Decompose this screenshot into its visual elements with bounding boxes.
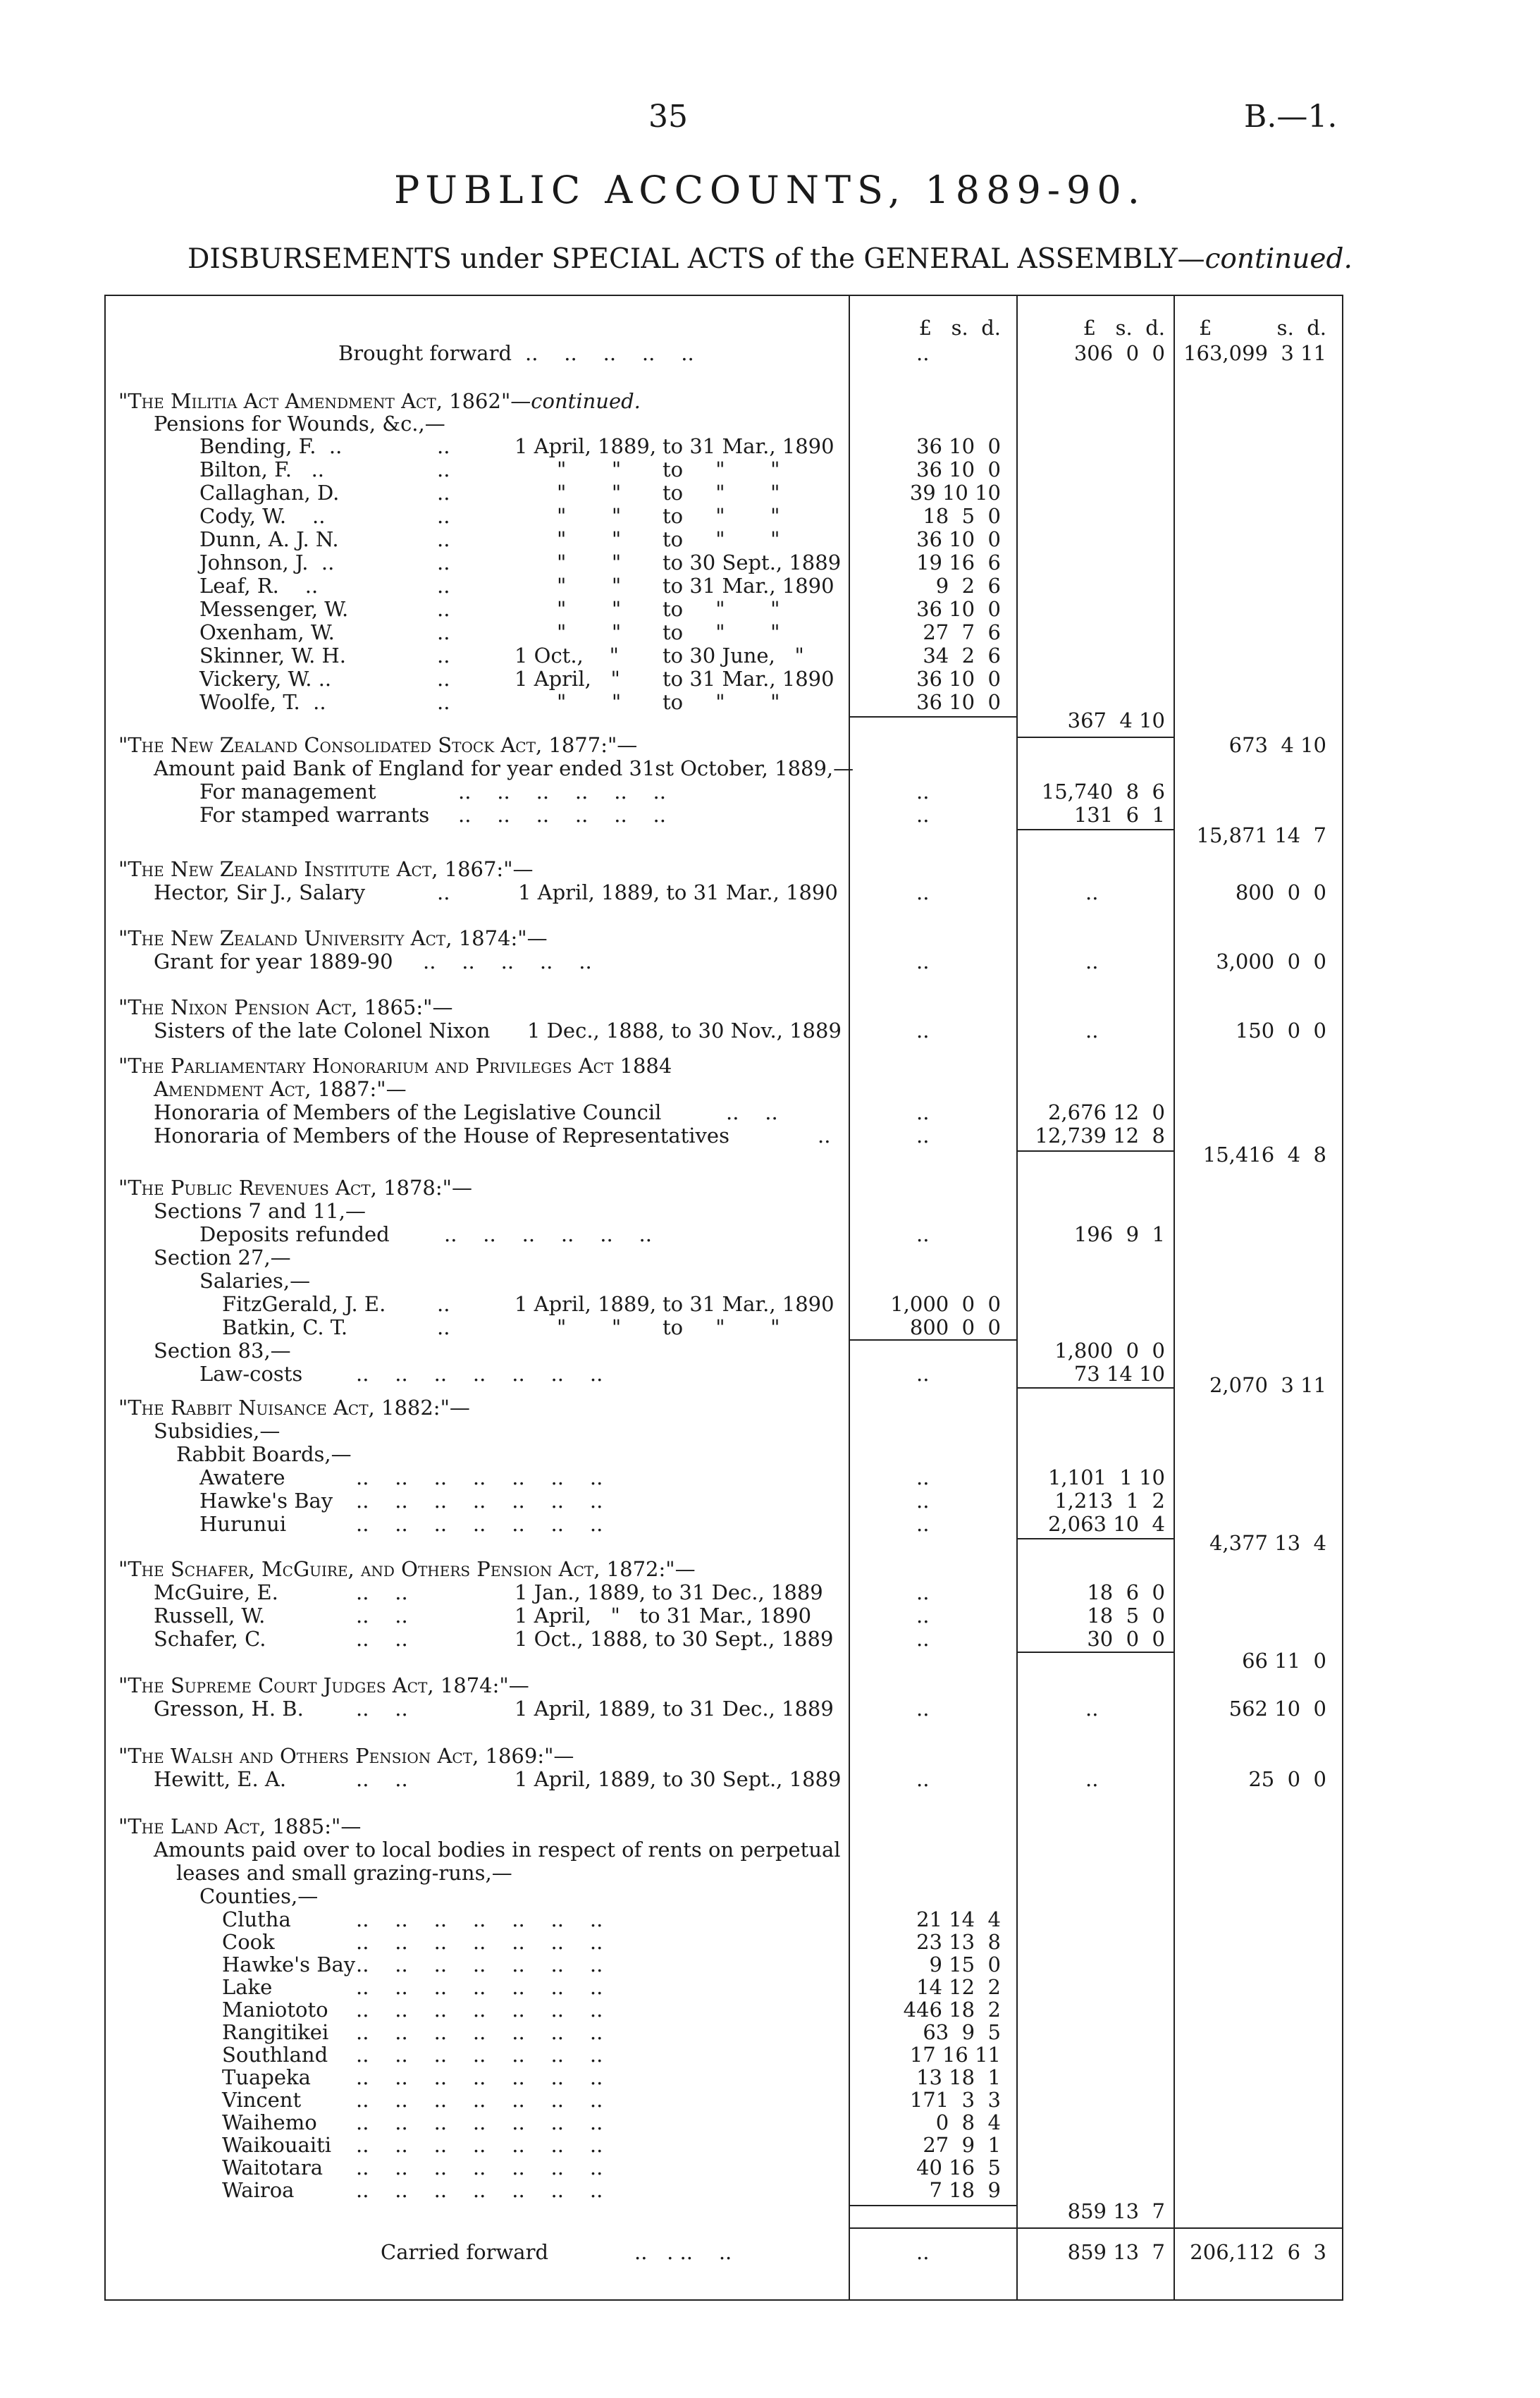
public-revenues-lawcosts-label: Law-costs [199,1362,303,1386]
militia-from-0: 1 April, 1889, [515,434,657,458]
nixon-c2: .. [1085,1019,1099,1043]
militia-amount-2: 39 10 10 [909,481,1001,505]
dot-leader: .. .. .. .. .. .. .. [356,1998,603,2022]
dot-leader: .. [437,1315,450,1339]
dot-leader: .. .. .. .. .. .. .. [356,2156,603,2179]
dot-leader: .. [818,1124,831,1148]
militia-amount-5: 19 16 6 [916,551,1001,574]
county-label-9: Waihemo [222,2110,317,2134]
militia-from-10: 1 April, " [515,667,620,691]
carried-forward-c1: .. [916,2240,930,2264]
county-label-1: Cook [222,1930,275,1954]
militia-name-3: Cody, W. .. [199,504,326,528]
dot-leader: .. .. .. .. .. .. .. [356,1362,603,1386]
militia-from-8: " " [557,620,622,644]
public-revenues-lawcosts-c1: .. [916,1362,930,1386]
county-label-2: Hawke's Bay [222,1953,356,1976]
dot-leader: .. .. .. .. .. .. .. [356,1907,603,1931]
column-divider-3 [1174,295,1175,2301]
schafer-heading: "The Schafer, McGuire, and Others Pension Act, 1872:"— [118,1557,696,1581]
militia-amount-7: 36 10 0 [916,597,1001,621]
walsh-name: Hewitt, E. A. [154,1767,287,1791]
county-amount-4: 446 18 2 [903,1998,1001,2022]
nixon-c3: 150 0 0 [1235,1019,1326,1043]
brought-forward-label: Brought forward [338,341,512,365]
rabbit-c1-1: .. [916,1489,930,1513]
nz-consolidated-total-c3: 15,871 14 7 [1196,823,1326,847]
militia-sum-rule [849,716,1016,718]
parliamentary-sum-rule [1016,1150,1174,1152]
public-revenues-lawcosts-c2: 73 14 10 [1073,1362,1165,1386]
walsh-c2: .. [1085,1767,1099,1791]
militia-amount-6: 9 2 6 [935,574,1001,598]
walsh-heading: "The Walsh and Others Pension Act, 1869:"— [118,1744,574,1768]
public-revenues-salaries-rule [849,1339,1016,1341]
public-revenues-deposits-c1: .. [916,1222,930,1246]
schafer-c2-2: 30 0 0 [1087,1627,1165,1651]
nz-institute-c2: .. [1085,880,1099,904]
militia-name-8: Oxenham, W. [199,620,335,644]
nz-institute-c3: 800 0 0 [1235,880,1326,904]
militia-name-7: Messenger, W. [199,597,349,621]
county-label-8: Vincent [222,2088,302,2112]
dot-leader: .. .. .. .. .. .. .. [356,2178,603,2202]
county-amount-1: 23 13 8 [916,1930,1001,1954]
supreme-court-c3: 562 10 0 [1228,1697,1326,1721]
militia-from-2: " " [557,481,622,505]
militia-to-4: to " " [663,527,780,551]
schafer-c1-2: .. [916,1627,930,1651]
nz-consolidated-warrants-c2: 131 6 1 [1073,803,1165,827]
nz-consolidated-heading: "The New Zealand Consolidated Stock Act, 1877:"— [118,733,638,757]
land-act-sub-2: leases and small grazing-runs,— [176,1861,512,1885]
schafer-c2-0: 18 6 0 [1087,1580,1165,1604]
rabbit-total-c3: 4,377 13 4 [1209,1531,1326,1555]
public-revenues-to-1: to " " [663,1315,780,1339]
nz-consolidated-subheading: Amount paid Bank of England for year ended 31st October, 1889,— [154,756,854,780]
militia-to-11: to " " [663,690,780,714]
schafer-period-0: 1 Jan., 1889, to 31 Dec., 1889 [515,1580,823,1604]
dot-leader: .. .. .. .. .. .. .. [356,1512,603,1536]
militia-to-0: to 31 Mar., 1890 [663,434,834,458]
militia-name-9: Skinner, W. H. [199,644,347,668]
schafer-c1-1: .. [916,1604,930,1628]
county-label-11: Waitotara [222,2156,324,2179]
dot-leader: .. .. [356,1767,408,1791]
county-amount-8: 171 3 3 [909,2088,1001,2112]
militia-to-6: to 31 Mar., 1890 [663,574,834,598]
schafer-period-2: 1 Oct., 1888, to 30 Sept., 1889 [515,1627,834,1651]
dot-leader: .. .. .. .. .. .. .. [356,1953,603,1976]
schafer-period-1: 1 April, " to 31 Mar., 1890 [515,1604,812,1628]
militia-name-5: Johnson, J. .. [199,551,335,574]
public-revenues-name-1: Batkin, C. T. [222,1315,348,1339]
walsh-c3: 25 0 0 [1248,1767,1326,1791]
schafer-total-c3: 66 11 0 [1242,1649,1326,1673]
schafer-name-1: Russell, W. [154,1604,266,1628]
militia-to-10: to 31 Mar., 1890 [663,667,834,691]
col3-currency-header: £ s. d. [1199,316,1326,340]
dot-leader: .. [437,690,450,714]
nixon-period: 1 Dec., 1888, to 30 Nov., 1889 [527,1019,842,1043]
militia-from-5: " " [557,551,622,574]
table-top-rule [104,295,1343,296]
dot-leader: .. .. .. .. .. .. .. [356,1930,603,1954]
dot-leader: .. .. [726,1100,778,1124]
county-amount-12: 7 18 9 [929,2178,1001,2202]
schafer-c2-1: 18 5 0 [1087,1604,1165,1628]
county-label-12: Wairoa [222,2178,295,2202]
rabbit-heading: "The Rabbit Nuisance Act, 1882:"— [118,1396,470,1420]
public-revenues-amount-0: 1,000 0 0 [890,1292,1001,1316]
militia-from-7: " " [557,597,622,621]
militia-total-rule [1016,737,1174,738]
dot-leader: .. .. .. .. .. .. .. [356,2020,603,2044]
dot-leader: .. .. .. .. .. .. .. [356,1465,603,1489]
militia-total-c3: 673 4 10 [1228,733,1326,757]
public-revenues-deposits-label: Deposits refunded [199,1222,390,1246]
dot-leader: .. .. [356,1604,408,1628]
militia-name-4: Dunn, A. J. N. [199,527,339,551]
public-revenues-to-0: to 31 Mar., 1890 [663,1292,834,1316]
dot-leader: .. .. .. .. .. .. .. [356,1975,603,1999]
nz-university-c2: .. [1085,949,1099,973]
supreme-court-name: Gresson, H. B. [154,1697,304,1721]
parliamentary-council-c1: .. [916,1100,930,1124]
dot-leader: .. .. .. .. .. .. .. [356,1489,603,1513]
dot-leader: .. [437,880,450,904]
dot-leader: .. .. .. .. .. .. .. [356,2110,603,2134]
table-bottom-rule [104,2299,1343,2301]
militia-name-10: Vickery, W. .. [199,667,332,691]
militia-amount-9: 34 2 6 [923,644,1001,668]
county-amount-9: 0 8 4 [935,2110,1001,2134]
militia-heading-continued: continued. [531,389,641,413]
dot-leader: .. .. .. .. .. .. [444,1222,652,1246]
parliamentary-heading: "The Parliamentary Honorarium and Privileges Act 1884 [118,1054,672,1078]
schafer-name-0: McGuire, E. [154,1580,278,1604]
document-code: B.—1. [1244,99,1338,135]
militia-to-9: to 30 June, " [663,644,804,668]
militia-from-1: " " [557,457,622,481]
nz-institute-period: 1 April, 1889, to 31 Mar., 1890 [518,880,838,904]
dot-leader: .. .. [356,1627,408,1651]
militia-subheading: Pensions for Wounds, &c.,— [154,412,445,436]
column-divider-2 [1016,295,1018,2301]
county-label-5: Rangitikei [222,2020,329,2044]
land-act-counties: Counties,— [199,1884,319,1908]
dot-leader: .. [437,527,450,551]
page-title: PUBLIC ACCOUNTS, 1889-90. [394,168,1146,212]
militia-from-11: " " [557,690,622,714]
land-act-total-c2: 859 13 7 [1067,2199,1165,2223]
county-label-0: Clutha [222,1907,291,1931]
parliamentary-house-c2: 12,739 12 8 [1035,1124,1165,1148]
public-revenues-deposits-c2: 196 9 1 [1073,1222,1165,1246]
nz-consolidated-management-label: For management [199,780,376,804]
rabbit-c2-0: 1,101 1 10 [1047,1465,1165,1489]
dot-leader: .. . .. .. [634,2240,732,2264]
dot-leader: .. .. .. .. .. [525,341,694,365]
walsh-c1: .. [916,1767,930,1791]
dot-leader: .. .. .. .. .. .. .. [356,2043,603,2067]
public-revenues-total-c3: 2,070 3 11 [1209,1373,1326,1397]
county-label-7: Tuapeka [222,2065,311,2089]
nixon-c1: .. [916,1019,930,1043]
dot-leader: .. .. .. .. .. .. [458,780,666,804]
militia-name-2: Callaghan, D. [199,481,340,505]
rabbit-label-2: Hurunui [199,1512,287,1536]
dot-leader: .. .. .. .. .. .. [458,803,666,827]
land-act-sum-rule [849,2205,1016,2206]
page-subtitle [0,243,1540,275]
dot-leader: .. .. [356,1697,408,1721]
public-revenues-salaries: Salaries,— [199,1269,311,1293]
carried-forward-label: Carried forward [381,2240,549,2264]
carried-forward-rule [849,2227,1342,2229]
militia-to-7: to " " [663,597,780,621]
nz-consolidated-warrants-c1: .. [916,803,930,827]
public-revenues-from-1: " " [557,1315,622,1339]
col2-currency-header: £ s. d. [1083,316,1165,340]
dot-leader: .. [437,457,450,481]
public-revenues-amount-1: 800 0 0 [909,1315,1001,1339]
walsh-period: 1 April, 1889, to 30 Sept., 1889 [515,1767,842,1791]
land-act-heading: "The Land Act, 1885:"— [118,1814,362,1838]
parliamentary-heading-2: Amendment Act, 1887:"— [154,1077,407,1101]
militia-name-11: Woolfe, T. .. [199,690,326,714]
militia-amount-4: 36 10 0 [916,527,1001,551]
dot-leader: .. .. .. .. .. .. .. [356,2065,603,2089]
parliamentary-council-label: Honoraria of Members of the Legislative Council [154,1100,662,1124]
nixon-heading: "The Nixon Pension Act, 1865:"— [118,995,453,1019]
schafer-sum-rule [1016,1652,1174,1653]
public-revenues-sum-rule [1016,1387,1174,1389]
county-label-3: Lake [222,1975,273,1999]
public-revenues-salaries-total-c2: 1,800 0 0 [1054,1339,1165,1363]
public-revenues-section-83: Section 83,— [154,1339,291,1363]
dot-leader: .. [437,597,450,621]
rabbit-label-0: Awatere [199,1465,285,1489]
rabbit-c2-2: 2,063 10 4 [1047,1512,1165,1536]
dot-leader: .. .. .. .. .. [423,949,592,973]
public-revenues-from-0: 1 April, 1889, [515,1292,657,1316]
dot-leader: .. .. .. .. .. .. .. [356,2133,603,2157]
county-label-6: Southland [222,2043,328,2067]
nixon-label: Sisters of the late Colonel Nixon [154,1019,491,1043]
supreme-court-c1: .. [916,1697,930,1721]
militia-amount-11: 36 10 0 [916,690,1001,714]
nz-university-label: Grant for year 1889-90 [154,949,393,973]
dot-leader: .. [437,551,450,574]
rabbit-sum-rule [1016,1538,1174,1539]
dot-leader: .. .. .. .. .. .. .. [356,2088,603,2112]
brought-forward-c2: 306 0 0 [1073,341,1165,365]
nz-institute-c1: .. [916,880,930,904]
nz-consolidated-management-c1: .. [916,780,930,804]
col1-currency-header: £ s. d. [918,316,1001,340]
public-revenues-sections-7-11: Sections 7 and 11,— [154,1199,366,1223]
brought-forward-c3: 163,099 3 11 [1183,341,1326,365]
militia-heading-text: "The Militia Act Amendment Act, 1862"— [118,389,531,413]
militia-to-5: to 30 Sept., 1889 [663,551,842,574]
militia-to-2: to " " [663,481,780,505]
supreme-court-heading: "The Supreme Court Judges Act, 1874:"— [118,1673,529,1697]
dot-leader: .. [437,504,450,528]
subtitle-text: DISBURSEMENTS under SPECIAL ACTS of the GENERAL ASSEMBLY— [187,243,1205,275]
county-label-10: Waikouaiti [222,2133,332,2157]
dot-leader: .. .. [356,1580,408,1604]
dot-leader: .. [437,1292,450,1316]
militia-amount-10: 36 10 0 [916,667,1001,691]
nz-consolidated-warrants-label: For stamped warrants [199,803,430,827]
militia-name-1: Bilton, F. .. [199,457,325,481]
county-amount-5: 63 9 5 [923,2020,1001,2044]
page-number: 35 [648,99,688,135]
schafer-c1-0: .. [916,1580,930,1604]
county-label-4: Maniototo [222,1998,328,2022]
nz-consolidated-management-c2: 15,740 8 6 [1041,780,1165,804]
county-amount-3: 14 12 2 [916,1975,1001,1999]
supreme-court-period: 1 April, 1889, to 31 Dec., 1889 [515,1697,834,1721]
dot-leader: .. [437,574,450,598]
carried-forward-c2: 859 13 7 [1067,2240,1165,2264]
militia-to-3: to " " [663,504,780,528]
schafer-name-2: Schafer, C. [154,1627,266,1651]
nz-institute-label: Hector, Sir J., Salary [154,880,366,904]
parliamentary-council-c2: 2,676 12 0 [1047,1100,1165,1124]
militia-amount-1: 36 10 0 [916,457,1001,481]
militia-amount-3: 18 5 0 [923,504,1001,528]
rabbit-c1-0: .. [916,1465,930,1489]
carried-forward-c3: 206,112 6 3 [1190,2240,1326,2264]
public-revenues-name-0: FitzGerald, J. E. [222,1292,386,1316]
county-amount-2: 9 15 0 [929,1953,1001,1976]
nz-university-c3: 3,000 0 0 [1216,949,1326,973]
militia-heading [118,389,641,413]
table-right-border [1342,295,1343,2301]
parliamentary-total-c3: 15,416 4 8 [1202,1143,1326,1167]
militia-from-9: 1 Oct., " [515,644,619,668]
rabbit-subsidies: Subsidies,— [154,1419,281,1443]
rabbit-boards: Rabbit Boards,— [176,1442,352,1466]
dot-leader: .. [437,481,450,505]
rabbit-c2-1: 1,213 1 2 [1054,1489,1165,1513]
militia-amount-8: 27 7 6 [923,620,1001,644]
dot-leader: .. [437,434,450,458]
dot-leader: .. [437,667,450,691]
parliamentary-house-label: Honoraria of Members of the House of Representatives [154,1124,729,1148]
county-amount-10: 27 9 1 [923,2133,1001,2157]
militia-total-c2: 367 4 10 [1067,708,1165,732]
nz-consolidated-sum-rule [1016,829,1174,830]
subtitle-continued: continued. [1205,243,1353,275]
dot-leader: .. [437,620,450,644]
militia-from-6: " " [557,574,622,598]
militia-name-6: Leaf, R. .. [199,574,319,598]
nz-university-heading: "The New Zealand University Act, 1874:"— [118,926,548,950]
supreme-court-c2: .. [1085,1697,1099,1721]
public-revenues-heading: "The Public Revenues Act, 1878:"— [118,1176,472,1200]
militia-to-1: to " " [663,457,780,481]
militia-from-4: " " [557,527,622,551]
land-act-sub-1: Amounts paid over to local bodies in respect of rents on perpetual [154,1838,841,1862]
county-amount-7: 13 18 1 [916,2065,1001,2089]
dot-leader: .. [437,644,450,668]
column-divider-1 [849,295,850,2301]
parliamentary-house-c1: .. [916,1124,930,1148]
brought-forward-c1: .. [916,341,930,365]
militia-from-3: " " [557,504,622,528]
public-revenues-section-27: Section 27,— [154,1246,291,1269]
county-amount-11: 40 16 5 [916,2156,1001,2179]
militia-amount-0: 36 10 0 [916,434,1001,458]
rabbit-c1-2: .. [916,1512,930,1536]
nz-university-c1: .. [916,949,930,973]
nz-institute-heading: "The New Zealand Institute Act, 1867:"— [118,857,534,881]
table-left-border [104,295,106,2301]
militia-name-0: Bending, F. .. [199,434,343,458]
county-amount-6: 17 16 11 [909,2043,1001,2067]
militia-to-8: to " " [663,620,780,644]
county-amount-0: 21 14 4 [916,1907,1001,1931]
rabbit-label-1: Hawke's Bay [199,1489,333,1513]
